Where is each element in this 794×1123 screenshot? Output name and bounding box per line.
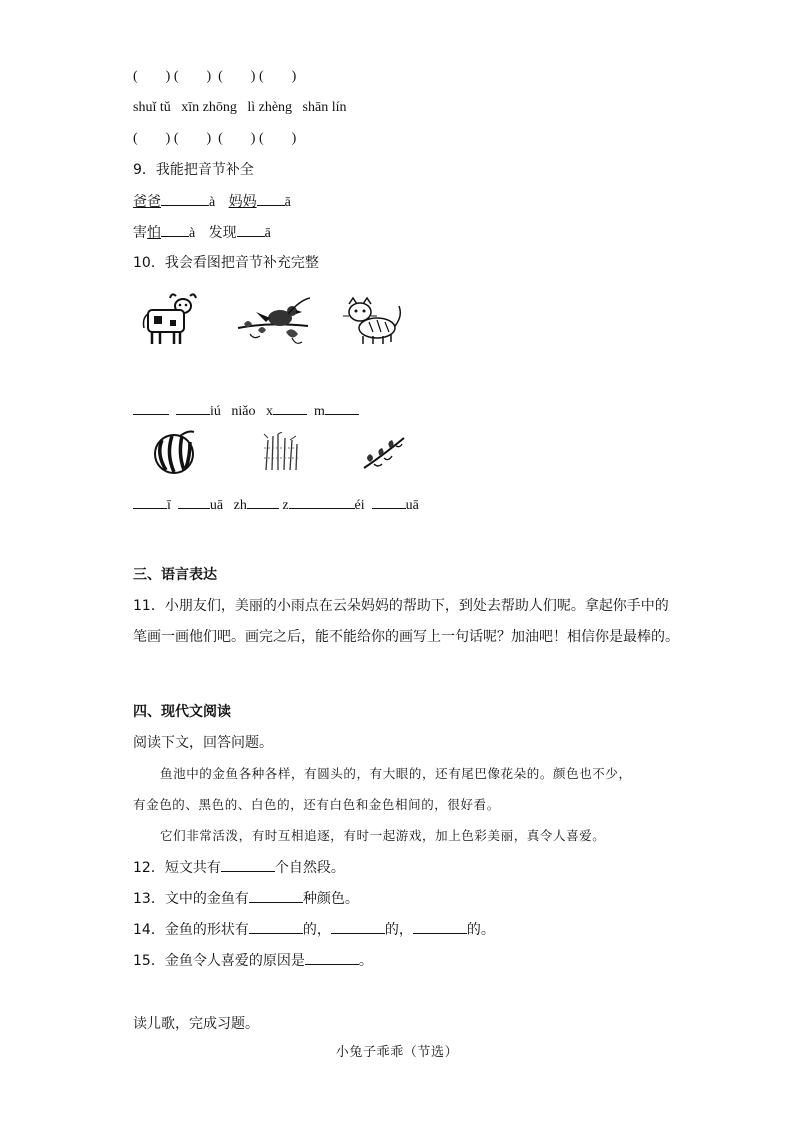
pinyin-row: shuǐ tǔ xīn zhōng lì zhèng shān lín [133, 100, 347, 115]
q14-text: 的， [384, 922, 413, 938]
q15 [133, 951, 373, 970]
syllable: ī [167, 498, 171, 513]
blank[interactable] [249, 920, 303, 934]
syllable: éi [354, 498, 365, 513]
blank[interactable] [221, 858, 275, 872]
q11-line-1: 11．小朋友们，美丽的小雨点在云朵妈妈的帮助下，到处去帮助人们呢。拿起你手中的 [133, 598, 669, 614]
q15-text: 。 [358, 953, 373, 969]
paren-row-2: ( ) ( ) ( ) ( ) [133, 131, 297, 146]
char-hai: 害 [133, 225, 147, 241]
flower-branch-icon [360, 436, 408, 472]
blank[interactable] [133, 495, 167, 509]
word-faxian: 发现 [208, 225, 237, 241]
section-3-heading: 三、语言表达 [133, 567, 217, 583]
blank[interactable] [178, 495, 210, 509]
q13 [133, 889, 359, 908]
syllable: uā [209, 498, 224, 513]
q15-text: 15．金鱼令人喜爱的原因是 [133, 953, 305, 969]
q14 [133, 920, 495, 939]
q9-row-2 [133, 223, 271, 243]
cow-icon [140, 290, 200, 348]
q12-text: 个自然段。 [274, 860, 345, 876]
blank[interactable] [413, 920, 467, 934]
cat-icon [343, 296, 403, 346]
blank[interactable] [331, 920, 385, 934]
reading-intro: 阅读下文，回答问题。 [133, 735, 273, 751]
blank[interactable] [249, 889, 303, 903]
poem-intro: 读儿歌，完成习题。 [133, 1016, 259, 1032]
q10-row-1 [133, 401, 359, 421]
section-4-heading: 四、现代文阅读 [133, 704, 231, 720]
blank[interactable] [257, 192, 285, 206]
q14-text: 的。 [466, 922, 495, 938]
syllable: iú [210, 404, 221, 419]
tone-mark: ā [264, 226, 271, 241]
tone-mark: à [209, 195, 216, 210]
char-pa: 怕 [147, 225, 161, 241]
word-baba: 爸爸 [133, 194, 161, 210]
q9-row-1 [133, 192, 291, 212]
poem-title: 小兔子乖乖（节选） [335, 1045, 459, 1060]
passage-p2: 它们非常活泼，有时互相追逐，有时一起游戏，加上色彩美丽，真令人喜爱。 [160, 828, 606, 843]
watermelon-icon [150, 430, 200, 474]
syllable: z [282, 498, 289, 513]
q12 [133, 858, 345, 877]
tone-mark: à [189, 226, 196, 241]
blank[interactable] [289, 495, 355, 509]
word-mama: 妈妈 [228, 194, 257, 210]
blank[interactable] [176, 401, 210, 415]
syllable: zh [233, 498, 247, 513]
bamboo-icon [262, 432, 300, 472]
q12-text: 12．短文共有 [133, 860, 221, 876]
q10-row-2 [133, 495, 419, 515]
blank[interactable] [133, 401, 169, 415]
blank[interactable] [305, 951, 359, 965]
bird-icon [236, 294, 316, 352]
syllable: x [266, 404, 273, 419]
q10-title: 10．我会看图把音节补充完整 [133, 255, 319, 271]
q14-text: 14．金鱼的形状有 [133, 922, 249, 938]
tone-mark: ā [284, 195, 291, 210]
q13-text: 种颜色。 [302, 891, 359, 907]
q13-text: 13．文中的金鱼有 [133, 891, 249, 907]
q9-title: 9．我能把音节补全 [133, 162, 254, 178]
syllable: uā [405, 498, 419, 513]
passage-p1-line-2: 有金色的、黑色的、白色的，还有白色和金色相间的，很好看。 [133, 797, 500, 812]
passage-p1-line-1: 鱼池中的金鱼各种各样，有圆头的，有大眼的，还有尾巴像花朵的。颜色也不少， [160, 766, 632, 781]
blank[interactable] [372, 495, 406, 509]
q11-line-2: 笔画一画他们吧。画完之后，能不能给你的画写上一句话呢？加油吧！相信你是最棒的。 [133, 629, 679, 645]
blank[interactable] [161, 192, 209, 206]
blank[interactable] [161, 223, 189, 237]
paren-row-1: ( ) ( ) ( ) ( ) [133, 69, 297, 84]
blank[interactable] [325, 401, 359, 415]
blank[interactable] [247, 495, 279, 509]
blank[interactable] [273, 401, 307, 415]
q14-text: 的， [302, 922, 331, 938]
syllable: m [314, 404, 325, 419]
blank[interactable] [237, 223, 265, 237]
syllable: niǎo [231, 404, 256, 419]
